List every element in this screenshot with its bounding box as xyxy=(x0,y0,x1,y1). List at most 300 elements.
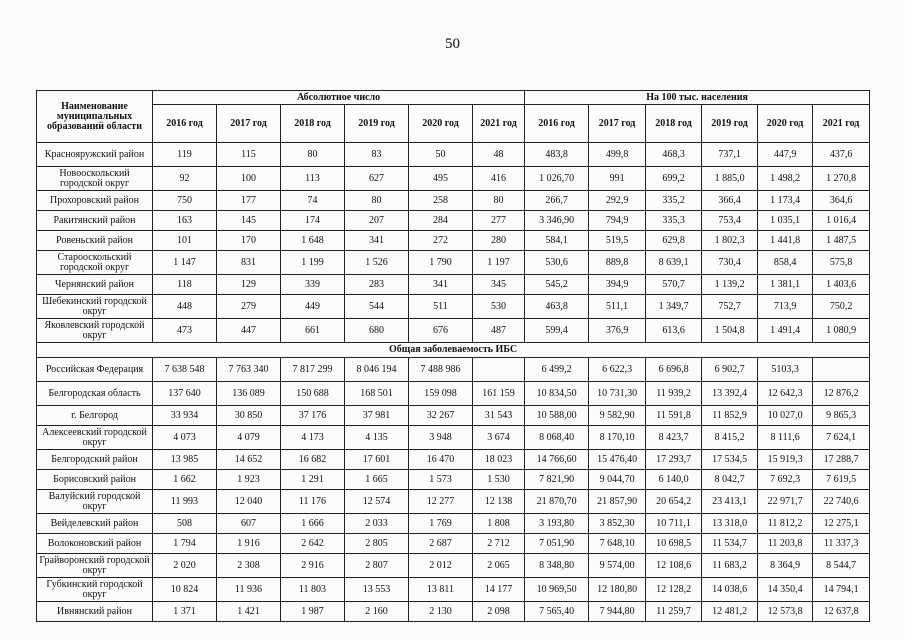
rate-value-cell: 8 639,1 xyxy=(646,251,702,275)
absolute-value-cell: 150 688 xyxy=(281,382,345,406)
absolute-value-cell: 4 073 xyxy=(153,426,217,450)
rate-value-cell: 3 852,30 xyxy=(589,514,646,534)
rate-value-cell: 20 654,2 xyxy=(646,490,702,514)
absolute-value-cell: 10 824 xyxy=(153,578,217,602)
table-row xyxy=(37,426,870,450)
rate-value-cell: 699,2 xyxy=(646,167,702,191)
rate-value-cell: 1 381,1 xyxy=(758,275,813,295)
absolute-value-cell: 92 xyxy=(153,167,217,191)
rate-value-cell: 376,9 xyxy=(589,319,646,343)
rate-value-cell: 1 498,2 xyxy=(758,167,813,191)
absolute-value-cell: 258 xyxy=(409,191,473,211)
absolute-value-cell: 12 574 xyxy=(345,490,409,514)
absolute-value-cell: 4 135 xyxy=(345,426,409,450)
rate-value-cell: 794,9 xyxy=(589,211,646,231)
municipality-name-cell: Губкинский городской округ xyxy=(37,578,153,602)
absolute-value-cell: 544 xyxy=(345,295,409,319)
absolute-value-cell: 16 682 xyxy=(281,450,345,470)
absolute-value-cell: 16 470 xyxy=(409,450,473,470)
rate-value-cell: 364,6 xyxy=(813,191,870,211)
rate-value-cell: 11 683,2 xyxy=(702,554,758,578)
absolute-value-cell: 607 xyxy=(217,514,281,534)
rate-value-cell: 599,4 xyxy=(525,319,589,343)
rate-value-cell: 11 939,2 xyxy=(646,382,702,406)
section-title: Общая заболеваемость ИБС xyxy=(37,343,870,358)
rate-value-cell: 1 441,8 xyxy=(758,231,813,251)
morbidity-table xyxy=(36,90,870,622)
rate-value-cell: 17 293,7 xyxy=(646,450,702,470)
rate-value-cell: 1 139,2 xyxy=(702,275,758,295)
rate-value-cell: 1 504,8 xyxy=(702,319,758,343)
absolute-value-cell: 2 130 xyxy=(409,602,473,622)
absolute-value-cell: 1 916 xyxy=(217,534,281,554)
table-row xyxy=(37,514,870,534)
rate-value-cell: 12 876,2 xyxy=(813,382,870,406)
absolute-value-cell: 177 xyxy=(217,191,281,211)
rate-value-cell: 737,1 xyxy=(702,143,758,167)
rate-value-cell: 10 969,50 xyxy=(525,578,589,602)
rate-year-header: 2021 год xyxy=(813,105,870,143)
absolute-value-cell: 159 098 xyxy=(409,382,473,406)
rate-value-cell: 366,4 xyxy=(702,191,758,211)
rate-value-cell: 8 423,7 xyxy=(646,426,702,450)
absolute-value-cell: 2 687 xyxy=(409,534,473,554)
absolute-value-cell: 3 674 xyxy=(473,426,525,450)
absolute-value-cell: 2 805 xyxy=(345,534,409,554)
absolute-value-cell: 750 xyxy=(153,191,217,211)
rate-value-cell: 11 203,8 xyxy=(758,534,813,554)
absolute-value-cell: 627 xyxy=(345,167,409,191)
absolute-value-cell: 284 xyxy=(409,211,473,231)
municipality-name-cell: Ивнянский район xyxy=(37,602,153,622)
rate-value-cell: 11 534,7 xyxy=(702,534,758,554)
rate-value-cell: 8 544,7 xyxy=(813,554,870,578)
absolute-value-cell: 280 xyxy=(473,231,525,251)
absolute-value-cell: 207 xyxy=(345,211,409,231)
absolute-value-cell: 473 xyxy=(153,319,217,343)
absolute-value-cell: 30 850 xyxy=(217,406,281,426)
table-row xyxy=(37,490,870,514)
rate-year-header: 2017 год xyxy=(589,105,646,143)
rate-value-cell: 8 348,80 xyxy=(525,554,589,578)
municipality-name-cell: Борисовский район xyxy=(37,470,153,490)
rate-value-cell: 7 821,90 xyxy=(525,470,589,490)
rate-value-cell: 14 766,60 xyxy=(525,450,589,470)
table-row xyxy=(37,319,870,343)
abs-year-header: 2018 год xyxy=(281,105,345,143)
absolute-value-cell: 18 023 xyxy=(473,450,525,470)
absolute-value-cell: 676 xyxy=(409,319,473,343)
rate-value-cell: 1 080,9 xyxy=(813,319,870,343)
rate-value-cell: 1 270,8 xyxy=(813,167,870,191)
rate-value-cell: 437,6 xyxy=(813,143,870,167)
absolute-value-cell: 1 197 xyxy=(473,251,525,275)
rate-value-cell: 6 622,3 xyxy=(589,358,646,382)
rate-value-cell: 499,8 xyxy=(589,143,646,167)
rate-value-cell: 14 794,1 xyxy=(813,578,870,602)
absolute-value-cell: 12 040 xyxy=(217,490,281,514)
absolute-value-cell: 80 xyxy=(281,143,345,167)
rate-value-cell: 1 026,70 xyxy=(525,167,589,191)
absolute-value-cell: 345 xyxy=(473,275,525,295)
table-header xyxy=(37,91,870,143)
rate-value-cell: 21 870,70 xyxy=(525,490,589,514)
table-row xyxy=(37,295,870,319)
absolute-value-cell: 1 923 xyxy=(217,470,281,490)
rate-value-cell: 9 574,00 xyxy=(589,554,646,578)
rate-value-cell: 8 068,40 xyxy=(525,426,589,450)
absolute-value-cell: 4 173 xyxy=(281,426,345,450)
absolute-value-cell: 2 642 xyxy=(281,534,345,554)
table-row xyxy=(37,382,870,406)
absolute-value-cell: 341 xyxy=(345,231,409,251)
absolute-value-cell: 283 xyxy=(345,275,409,295)
rate-value-cell: 713,9 xyxy=(758,295,813,319)
absolute-value-cell: 101 xyxy=(153,231,217,251)
absolute-value-cell: 2 012 xyxy=(409,554,473,578)
absolute-value-cell: 3 948 xyxy=(409,426,473,450)
rate-value-cell: 511,1 xyxy=(589,295,646,319)
name-column-header: Наименование муниципальных образований области xyxy=(37,91,153,143)
table-row xyxy=(37,251,870,275)
municipality-name-cell: Белгородский район xyxy=(37,450,153,470)
absolute-value-cell: 7 817 299 xyxy=(281,358,345,382)
absolute-value-cell: 1 666 xyxy=(281,514,345,534)
rate-value-cell: 14 038,6 xyxy=(702,578,758,602)
table-row xyxy=(37,191,870,211)
absolute-value-cell: 831 xyxy=(217,251,281,275)
municipality-name-cell: Грайворонский городской округ xyxy=(37,554,153,578)
table-row xyxy=(37,554,870,578)
rate-value-cell: 613,6 xyxy=(646,319,702,343)
rate-value-cell: 10 834,50 xyxy=(525,382,589,406)
absolute-value-cell: 2 916 xyxy=(281,554,345,578)
rate-value-cell: 6 140,0 xyxy=(646,470,702,490)
rate-value-cell: 11 852,9 xyxy=(702,406,758,426)
rate-value-cell: 12 573,8 xyxy=(758,602,813,622)
absolute-number-header: Абсолютное число xyxy=(153,91,525,105)
rate-value-cell: 8 415,2 xyxy=(702,426,758,450)
rate-value-cell: 12 637,8 xyxy=(813,602,870,622)
rate-value-cell: 11 812,2 xyxy=(758,514,813,534)
rate-value-cell: 730,4 xyxy=(702,251,758,275)
table-row xyxy=(37,143,870,167)
table-body xyxy=(37,143,870,622)
absolute-value-cell: 7 488 986 xyxy=(409,358,473,382)
municipality-name-cell: Новооскольский городской округ xyxy=(37,167,153,191)
absolute-value-cell: 119 xyxy=(153,143,217,167)
municipality-name-cell: Чернянский район xyxy=(37,275,153,295)
absolute-value-cell: 163 xyxy=(153,211,217,231)
rate-value-cell: 13 318,0 xyxy=(702,514,758,534)
rate-value-cell: 8 111,6 xyxy=(758,426,813,450)
rate-value-cell: 629,8 xyxy=(646,231,702,251)
rate-value-cell: 15 476,40 xyxy=(589,450,646,470)
rate-value-cell: 6 902,7 xyxy=(702,358,758,382)
absolute-value-cell: 13 553 xyxy=(345,578,409,602)
absolute-value-cell: 13 811 xyxy=(409,578,473,602)
table-row xyxy=(37,167,870,191)
absolute-value-cell: 1 421 xyxy=(217,602,281,622)
absolute-value-cell: 13 985 xyxy=(153,450,217,470)
absolute-value-cell: 14 177 xyxy=(473,578,525,602)
absolute-value-cell: 2 712 xyxy=(473,534,525,554)
absolute-value-cell: 341 xyxy=(409,275,473,295)
absolute-value-cell: 1 530 xyxy=(473,470,525,490)
rate-value-cell: 10 698,5 xyxy=(646,534,702,554)
rate-value-cell: 10 731,30 xyxy=(589,382,646,406)
municipality-name-cell: Старооскольский городской округ xyxy=(37,251,153,275)
absolute-value-cell: 1 147 xyxy=(153,251,217,275)
absolute-value-cell: 11 993 xyxy=(153,490,217,514)
absolute-value-cell: 1 199 xyxy=(281,251,345,275)
rate-value-cell: 292,9 xyxy=(589,191,646,211)
rate-value-cell: 5103,3 xyxy=(758,358,813,382)
rate-value-cell: 22 971,7 xyxy=(758,490,813,514)
rate-value-cell: 17 534,5 xyxy=(702,450,758,470)
absolute-value-cell: 129 xyxy=(217,275,281,295)
abs-year-header: 2019 год xyxy=(345,105,409,143)
rate-value-cell: 3 193,80 xyxy=(525,514,589,534)
absolute-value-cell: 2 065 xyxy=(473,554,525,578)
table-row xyxy=(37,231,870,251)
rate-value-cell: 17 288,7 xyxy=(813,450,870,470)
absolute-value-cell: 118 xyxy=(153,275,217,295)
rate-value-cell: 335,2 xyxy=(646,191,702,211)
rate-value-cell: 9 582,90 xyxy=(589,406,646,426)
absolute-value-cell: 487 xyxy=(473,319,525,343)
absolute-value-cell: 1 291 xyxy=(281,470,345,490)
rate-value-cell: 6 696,8 xyxy=(646,358,702,382)
table-row xyxy=(37,211,870,231)
absolute-value-cell: 1 790 xyxy=(409,251,473,275)
absolute-value-cell: 115 xyxy=(217,143,281,167)
rate-value-cell: 335,3 xyxy=(646,211,702,231)
rate-value-cell: 11 259,7 xyxy=(646,602,702,622)
rate-year-header: 2018 год xyxy=(646,105,702,143)
absolute-value-cell: 1 371 xyxy=(153,602,217,622)
absolute-value-cell: 145 xyxy=(217,211,281,231)
rate-value-cell: 575,8 xyxy=(813,251,870,275)
absolute-value-cell: 2 160 xyxy=(345,602,409,622)
absolute-value-cell: 1 665 xyxy=(345,470,409,490)
rate-value-cell: 10 588,00 xyxy=(525,406,589,426)
rate-value-cell: 7 624,1 xyxy=(813,426,870,450)
absolute-value-cell: 80 xyxy=(345,191,409,211)
table-row xyxy=(37,534,870,554)
absolute-value-cell: 1 526 xyxy=(345,251,409,275)
table-row xyxy=(37,602,870,622)
rate-value-cell: 22 740,6 xyxy=(813,490,870,514)
rate-value-cell: 11 591,8 xyxy=(646,406,702,426)
rate-value-cell: 12 481,2 xyxy=(702,602,758,622)
absolute-value-cell: 1 794 xyxy=(153,534,217,554)
per-100k-header: На 100 тыс. населения xyxy=(525,91,870,105)
rate-value-cell: 7 692,3 xyxy=(758,470,813,490)
rate-value-cell: 753,4 xyxy=(702,211,758,231)
rate-value-cell: 12 108,6 xyxy=(646,554,702,578)
rate-value-cell: 1 487,5 xyxy=(813,231,870,251)
absolute-value-cell: 530 xyxy=(473,295,525,319)
abs-year-header: 2020 год xyxy=(409,105,473,143)
rate-value-cell: 889,8 xyxy=(589,251,646,275)
absolute-value-cell: 1 987 xyxy=(281,602,345,622)
rate-value-cell: 3 346,90 xyxy=(525,211,589,231)
rate-value-cell: 7 051,90 xyxy=(525,534,589,554)
rate-value-cell: 1 491,4 xyxy=(758,319,813,343)
rate-value-cell: 10 027,0 xyxy=(758,406,813,426)
rate-value-cell: 8 364,9 xyxy=(758,554,813,578)
rate-value-cell: 14 350,4 xyxy=(758,578,813,602)
rate-value-cell: 752,7 xyxy=(702,295,758,319)
absolute-value-cell: 661 xyxy=(281,319,345,343)
rate-value-cell: 519,5 xyxy=(589,231,646,251)
rate-value-cell: 7 619,5 xyxy=(813,470,870,490)
rate-value-cell: 7 648,10 xyxy=(589,534,646,554)
rate-value-cell: 1 035,1 xyxy=(758,211,813,231)
rate-value-cell: 8 042,7 xyxy=(702,470,758,490)
absolute-value-cell: 2 033 xyxy=(345,514,409,534)
rate-value-cell: 858,4 xyxy=(758,251,813,275)
table-row xyxy=(37,358,870,382)
absolute-value-cell: 272 xyxy=(409,231,473,251)
rate-value-cell: 1 802,3 xyxy=(702,231,758,251)
absolute-value-cell: 2 308 xyxy=(217,554,281,578)
absolute-value-cell: 2 020 xyxy=(153,554,217,578)
rate-value-cell: 12 128,2 xyxy=(646,578,702,602)
rate-value-cell: 266,7 xyxy=(525,191,589,211)
rate-value-cell: 21 857,90 xyxy=(589,490,646,514)
municipality-name-cell: Российская Федерация xyxy=(37,358,153,382)
absolute-value-cell: 136 089 xyxy=(217,382,281,406)
absolute-value-cell: 11 176 xyxy=(281,490,345,514)
absolute-value-cell: 50 xyxy=(409,143,473,167)
municipality-name-cell: Шебекинский городской округ xyxy=(37,295,153,319)
municipality-name-cell: Прохоровский район xyxy=(37,191,153,211)
absolute-value-cell: 495 xyxy=(409,167,473,191)
rate-value-cell: 12 642,3 xyxy=(758,382,813,406)
absolute-value-cell: 277 xyxy=(473,211,525,231)
absolute-value-cell: 448 xyxy=(153,295,217,319)
rate-value-cell: 1 016,4 xyxy=(813,211,870,231)
rate-value-cell: 7 944,80 xyxy=(589,602,646,622)
rate-year-header: 2019 год xyxy=(702,105,758,143)
rate-value-cell: 11 337,3 xyxy=(813,534,870,554)
abs-year-header: 2017 год xyxy=(217,105,281,143)
absolute-value-cell: 8 046 194 xyxy=(345,358,409,382)
rate-value-cell: 8 170,10 xyxy=(589,426,646,450)
page-number: 50 xyxy=(445,36,460,52)
absolute-value-cell: 680 xyxy=(345,319,409,343)
rate-value-cell: 584,1 xyxy=(525,231,589,251)
absolute-value-cell: 170 xyxy=(217,231,281,251)
absolute-value-cell: 508 xyxy=(153,514,217,534)
absolute-value-cell: 33 934 xyxy=(153,406,217,426)
rate-value-cell: 991 xyxy=(589,167,646,191)
rate-value-cell: 12 180,80 xyxy=(589,578,646,602)
municipality-name-cell: Вейделевский район xyxy=(37,514,153,534)
absolute-value-cell: 339 xyxy=(281,275,345,295)
rate-value-cell: 750,2 xyxy=(813,295,870,319)
rate-value-cell: 570,7 xyxy=(646,275,702,295)
absolute-value-cell: 2 807 xyxy=(345,554,409,578)
absolute-value-cell: 1 648 xyxy=(281,231,345,251)
absolute-value-cell: 174 xyxy=(281,211,345,231)
rate-value-cell: 6 499,2 xyxy=(525,358,589,382)
municipality-name-cell: Яковлевский городской округ xyxy=(37,319,153,343)
municipality-name-cell: Ровеньский район xyxy=(37,231,153,251)
absolute-value-cell: 31 543 xyxy=(473,406,525,426)
absolute-value-cell: 11 936 xyxy=(217,578,281,602)
absolute-value-cell: 137 640 xyxy=(153,382,217,406)
municipality-name-cell: Валуйский городской округ xyxy=(37,490,153,514)
rate-value-cell: 15 919,3 xyxy=(758,450,813,470)
rate-year-header: 2016 год xyxy=(525,105,589,143)
municipality-name-cell: Краснояружский район xyxy=(37,143,153,167)
absolute-value-cell: 279 xyxy=(217,295,281,319)
absolute-value-cell: 48 xyxy=(473,143,525,167)
rate-value-cell: 7 565,40 xyxy=(525,602,589,622)
municipality-name-cell: Ракитянский район xyxy=(37,211,153,231)
absolute-value-cell: 17 601 xyxy=(345,450,409,470)
absolute-value-cell: 1 769 xyxy=(409,514,473,534)
rate-value-cell: 483,8 xyxy=(525,143,589,167)
rate-value-cell: 468,3 xyxy=(646,143,702,167)
rate-value-cell: 1 349,7 xyxy=(646,295,702,319)
rate-value-cell: 1 173,4 xyxy=(758,191,813,211)
rate-value-cell: 23 413,1 xyxy=(702,490,758,514)
rate-value-cell: 9 865,3 xyxy=(813,406,870,426)
municipality-name-cell: Белгородская область xyxy=(37,382,153,406)
table-row xyxy=(37,450,870,470)
rate-value-cell: 9 044,70 xyxy=(589,470,646,490)
rate-value-cell: 1 885,0 xyxy=(702,167,758,191)
absolute-value-cell: 511 xyxy=(409,295,473,319)
section-row xyxy=(37,343,870,358)
table-row xyxy=(37,275,870,295)
absolute-value-cell: 12 138 xyxy=(473,490,525,514)
rate-value-cell: 10 711,1 xyxy=(646,514,702,534)
rate-value-cell xyxy=(813,358,870,382)
absolute-value-cell: 83 xyxy=(345,143,409,167)
absolute-value-cell: 7 763 340 xyxy=(217,358,281,382)
rate-value-cell: 463,8 xyxy=(525,295,589,319)
abs-year-header: 2021 год xyxy=(473,105,525,143)
absolute-value-cell: 113 xyxy=(281,167,345,191)
absolute-value-cell: 32 267 xyxy=(409,406,473,426)
table-row xyxy=(37,406,870,426)
absolute-value-cell xyxy=(473,358,525,382)
absolute-value-cell: 37 981 xyxy=(345,406,409,426)
municipality-name-cell: г. Белгород xyxy=(37,406,153,426)
absolute-value-cell: 80 xyxy=(473,191,525,211)
rate-value-cell: 12 275,1 xyxy=(813,514,870,534)
absolute-value-cell: 161 159 xyxy=(473,382,525,406)
rate-value-cell: 530,6 xyxy=(525,251,589,275)
absolute-value-cell: 168 501 xyxy=(345,382,409,406)
municipality-name-cell: Волоконовский район xyxy=(37,534,153,554)
absolute-value-cell: 14 652 xyxy=(217,450,281,470)
absolute-value-cell: 37 176 xyxy=(281,406,345,426)
municipality-name-cell: Алексеевский городской округ xyxy=(37,426,153,450)
rate-value-cell: 447,9 xyxy=(758,143,813,167)
rate-year-header: 2020 год xyxy=(758,105,813,143)
absolute-value-cell: 447 xyxy=(217,319,281,343)
absolute-value-cell: 1 808 xyxy=(473,514,525,534)
rate-value-cell: 545,2 xyxy=(525,275,589,295)
absolute-value-cell: 449 xyxy=(281,295,345,319)
absolute-value-cell: 74 xyxy=(281,191,345,211)
